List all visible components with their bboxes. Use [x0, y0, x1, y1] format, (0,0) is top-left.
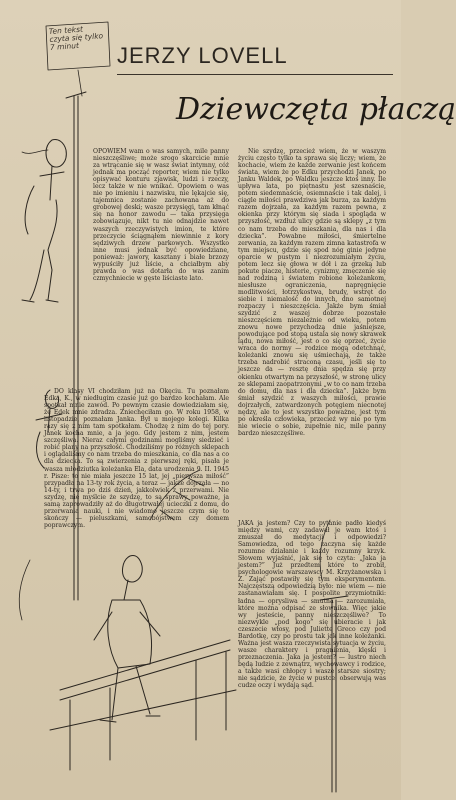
article-column-2 [238, 148, 386, 512]
section-paragraph: JAKA ja jestem? Czy to pytanie padło kiedyś między wami, czy zadawał je wam ktoś i zmuszał do medytacji i odpowiedzi? Samowiedza, od tego zaczyna się każde rozumne działanie i każdy rozumny krzyk. Słowem wyjaśnić, jak się to czyta: „Jaka ja jestem?” Już przedtem które to zrobił, psychologowie warszawscy M. Krzyżanowska i Z. Zająć postawiły się tym eksperymentem. Najczęstszą odpowiedzią było: nie wiem — nie zastanawiałam się. I pospolite przymiotniki: ładna — oprysliwa — smutna — zarozumiała, które można odpisać ze słownika. Więc jakie wy jesteście, panny nieszczęśliwe? To niezwykle „pod kogo” się ubieracie i jak czeszecie włosy, pod Juliette Greco czy pod Bardotkę, czy po prostu tak jak inne koleżanki. Ważna jest wasza rzeczywista sytuacja w życiu, wasze charaktery i pragnienia, klęski i przeznaczenia. Jaka ja jestem? — lustro niech będą ludzie z zewnątrz, wychowawcy i rodzice, a także wasi chłopcy i wasze starsze siostry; nie sądzicie, że życie w pustce, obserwują was cudze oczy i wydają sąd. [238, 520, 386, 690]
body-paragraph: Nie szydzę, przecież wiem, że w waszym życiu często tylko ta sprawa się liczy; wiem, że kochacie, wiem że każde zerwanie jest końcem świata, wiem że po Edku przychodzi Janek, po Janku Waldek, po Waldku jeszcze ktoś inny. Ile upływa lata, po piętnastu jest szesnaście, potem siedemnaście, osiemnaście i tak dalej, i ciągle miłości prawdziwa jak burza, za każdym razem dojrzała, za każdym razem pewna, z okienka przy którym się siada i spogląda w przyszłość, wzdłuż ulicy gdzie są sklepy „z tym co nam trzeba do mieszkania, dla nas i dla dziecka”. Powabne miłości, śmiertelne zerwania, za każdym razem zimna katastrofa w tym miejscu, gdzie się spod nóg ginie jedyne oparcie w pustym i niezrozumiałym życiu, potem lecz się głowa w dół i za grzeką lub pokute piacze, histerie, cynizmy, zmęczenie się nad rodziną i światem robione koleżankom, niesłusze ograniczenia, napręgnięcie modlitwości, łotrzykostwa, brudy, wstręt do siebie i niemalość do innych, dno samotnej rozpaczy i nieszczęścia. Jakże bym śmiał szydzić z waszej dobrze pozostałe nieszczęściem niezależnie od wieku, potem znowu nowe przychodzą dnie jaśniejsze, powodujące pod stopą ustala się nowy skrawek lądu, nowa miłość, jest o co się oprzeć, życie wraca do normy — rodzice mogą odetchnąć, koleżanki znowu się uśmiechają, że także trzeba nadrobić straconą czasu, jeśli się to jeszcze da — resztę dnia spędza się przy okienku otwartym na przyszłość, w stronę ulicy ze sklepami zaopatrzonymi „w to co nam trzeba do domu, dla nas i dla dziecka”. Jakże bym śmiał szydzić z waszych miłości, prawie dojrzałych, zatwardzonych potęgiem niecnotej nędzy, ale to jest wszystko poważne, jest tym po określa człowieka, przecież wy nie po tym nie wiecie o sobie, zupełnie nic, mile panny bardzo nieszczęśliwe. [238, 148, 386, 437]
intro-paragraph: OPOWIEM wam o was samych, mile panny nieszczęśliwe; może srogo skarcicie mnie za wtrącanie się w wasz świat intymny, cóż jednak ma począć reporter, wiem nie tylko opisywać konturu zjawisk, ludzi i rzeczy, lecz także w nie wnikać. Opowiem o was nie po imieniu i nazwisku, nie lękajcie się, tajemnica zostanie zachowana aż do grobowej deski; wasze przysięgi, tam kłnąć się na honor zawodu — taka przysięga zobowiązuje, nikt tu nie odnajdzie nawet waszych rzeczywistych imion, te które przeczycie ściągnąłem niewinnie z kory sędziwych drzew parkowych. Wszystko inne musi jednak być opowiedziane, ponieważ: jawory, kasztany i białe brzozy wypuściły już liście, a chciałbym aby prawda o was dotarła do was zanim czmychniecie w gęste liściaste lato. [93, 148, 229, 282]
article-title: Dziewczęta płaczą [176, 92, 456, 127]
article-column-2-bottom [238, 520, 386, 792]
article-column-1-top [93, 148, 229, 383]
quote-paragraph: DO klasy VI chodziłam już na Okęciu. Tu poznałam Edka, K., w niedługim czasie już go bardzo kochałam. Ale spotkał mnie zawód. Po pewnym czasie dowiedziałam się, że Edek mnie zdradza. Zniechęciłam go. W roku 1958, w listopadzie, poznałam Janka. Był u mojego kolegi. Kilka razy się z nim tam spotkałam. Chodzę z nim do tej pory. Janek kocha mnie, a ja jego. Gdy jestem z nim, jestem szczęśliwa. Nieraz całymi godzinami mogliśmy siedzieć i robić plany na przyszłość. Chodziliśmy po różnych sklepach i oglądaliśmy co nam trzeba do mieszkania, co dla nas a co dla dziecka. To są zwierzenia z pierwszej ręki, pisała je wasza młodziutka koleżanka Ela, data urodzenia 9. II. 1945 r. Pisze: to nie miała jeszcze 15 lat, jej „pierwsza miłość” przypadła na 13-ty rok życia, a teraz — jakże dojrzała — no 14-ty, i trwa po dziś dzień, jakkolwiek z przerwami. Nie szydzę, nie myślcie że szydzę, to są sprawy poważne, ja samą zaprowadziły aż do długotrwałej ucieczki z domu, do przerwania nauki, i nie wiadomo jeszcze czym się to skończy — pieluszkami, samobójstwem czy domem poprawczym. [44, 388, 229, 529]
handwritten-note: Ten tekst czyta się tylko 7 minut [48, 24, 104, 52]
article-column-1-bottom [44, 388, 229, 634]
author-name: JERZY LOVELL [117, 43, 288, 68]
